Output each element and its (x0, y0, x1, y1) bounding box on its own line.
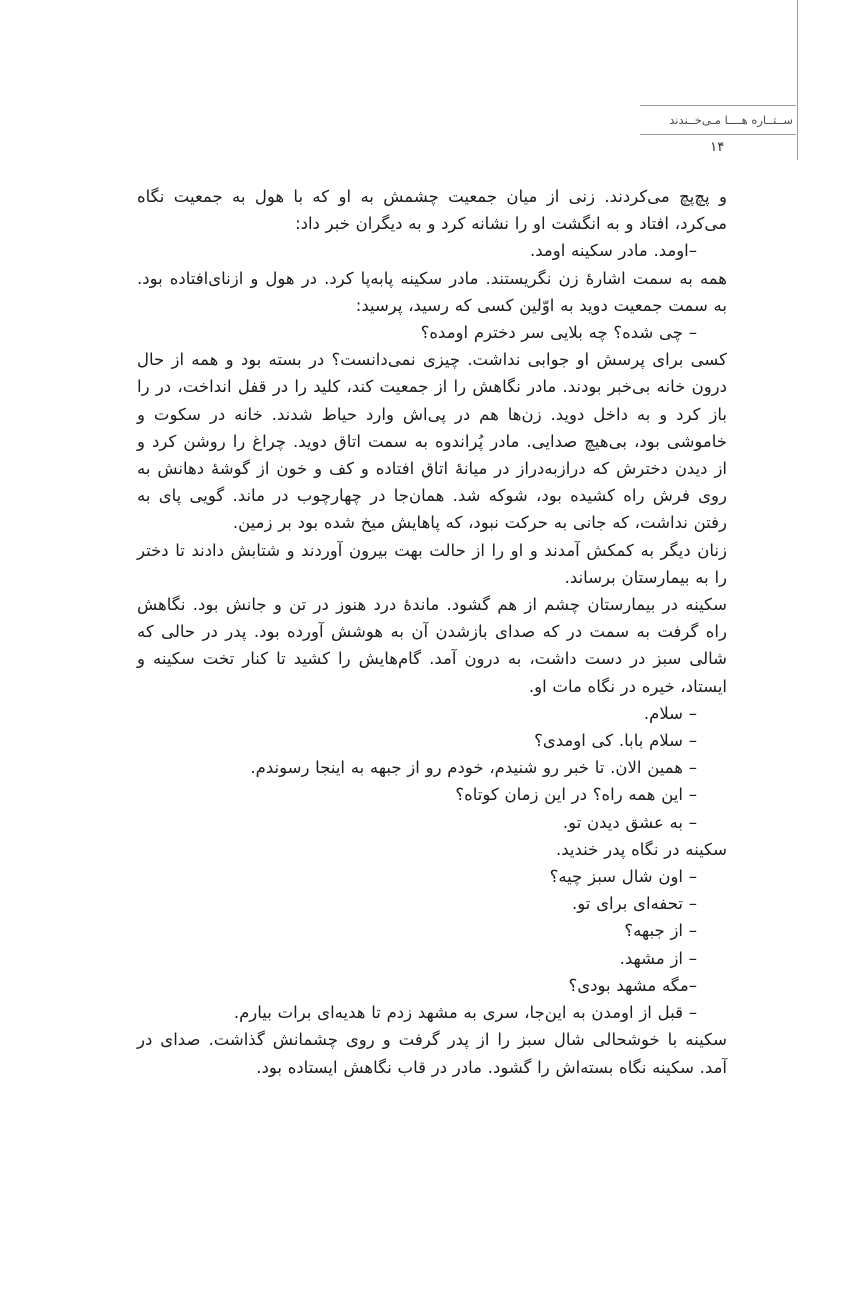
dialogue-line: – از جبهه؟ (624, 921, 697, 941)
book-title: ســتــاره هــــا مـی‌خــندند (669, 113, 793, 127)
dialogue-line: – تحفه‌ای برای تو. (572, 894, 697, 914)
paragraph: همه به سمت اشارهٔ زن نگریستند. مادر سکینه پابه‌پا کرد. در هول و ازنای‌افتاده بود. به سمت جمعیت دوید به اوّلین کسی که رسید، پرسید: (137, 268, 727, 315)
page-header (640, 105, 796, 135)
paragraph: کسی برای پرسش او جوابی نداشت. چیزی نمی‌دانست؟ در بسته بود و همه از حال درون خانه بی‌خبر بودند. مادر نگاهش را از جمعیت کند، کلید را در قفل انداخت، در را باز کرد و به داخل دوید. زن‌ها هم در پی‌اش وارد حیاط شدند. خانه در سکوت و خاموشی بود، بی‌هیچ صدایی. مادر پُراندوه به سمت اتاق دوید. چراغ را روشن کرد و از دیدن دخترش که درازبه‌دراز در میانهٔ اتاق افتاده و کف و خون از گوشهٔ دهانش به روی فرش راه کشیده بود، شوکه شد. همان‌جا در چهارچوب در ماند. گویی پای به رفتن نداشت، که جانی به حرکت نبود، که پاهایش میخ شده بود بر زمین. (137, 350, 727, 533)
dialogue-line: – سلام بابا. کی اومدی؟ (534, 731, 697, 751)
paragraph: سکینه در بیمارستان چشم از هم گشود. ماندهٔ درد هنوز در تن و جانش بود. نگاهش راه گرفت به سمت در که صدای بازشدن آن به هوشش آورده بود. پدر در حالی که شالی سبز در دست داشت، به درون آمد. گام‌هایش را کشید تا کنار تخت سکینه و ایستاد، خیره در نگاه مات او. (137, 595, 727, 696)
dialogue-line: – به عشق دیدن تو. (562, 812, 697, 832)
page-number: ۱۴ (710, 139, 725, 155)
body-text (137, 183, 727, 1081)
dialogue-line: –مگه مشهد بودی؟ (568, 975, 697, 995)
dialogue-line: – از مشهد. (619, 948, 697, 968)
paragraph: و پچ‌پچ می‌کردند. زنی از میان جمعیت چشمش به او که با هول به جمعیت نگاه می‌کرد، افتاد و به انگشت او را نشانه کرد و به دیگران خبر داد: (137, 187, 727, 234)
dialogue-line: – سلام. (643, 703, 697, 723)
dialogue-line: –اومد. مادر سکینه اومد. (530, 241, 697, 261)
dialogue-line: – چی شده؟ چه بلایی سر دخترم اومده؟ (420, 323, 697, 343)
dialogue-line: – قبل از اومدن به این‌جا، سری به مشهد زدم تا هدیه‌ای برات بیارم. (233, 1003, 697, 1023)
dialogue-line: – همین الان. تا خبر رو شنیدم، خودم رو از جبهه به اینجا رسوندم. (250, 758, 697, 778)
dialogue-line: – این همه راه؟ در این زمان کوتاه؟ (455, 785, 697, 805)
header-vertical-rule (797, 0, 798, 160)
paragraph: سکینه در نگاه پدر خندید. (556, 839, 727, 859)
dialogue-line: – اون شال سبز چیه؟ (549, 867, 697, 887)
paragraph: سکینه با خوشحالی شال سبز را از پدر گرفت و روی چشمانش گذاشت. صدای در آمد. سکینه نگاه بسته‌اش را گشود. مادر در قاب نگاهش ایستاده بود. (137, 1030, 727, 1077)
paragraph: زنان دیگر به کمکش آمدند و او را از حالت بهت بیرون آوردند و شتابش دادند تا دختر را به بیمارستان برساند. (137, 540, 727, 587)
